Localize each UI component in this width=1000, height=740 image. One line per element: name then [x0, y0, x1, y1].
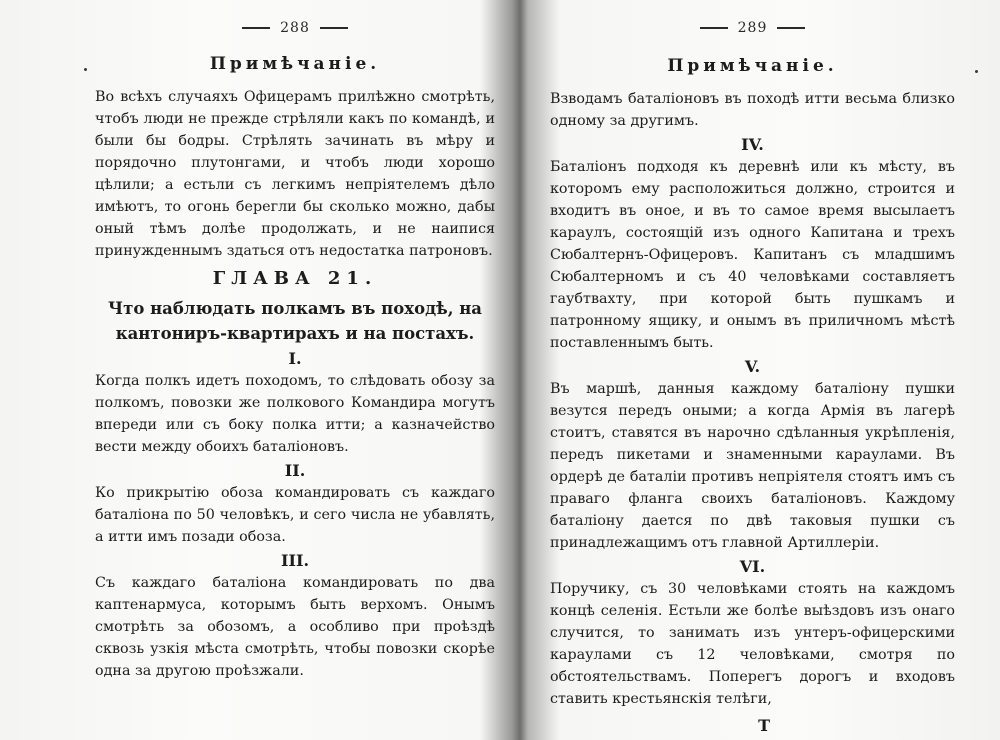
chapter-title: Что наблюдать полкамъ въ походѣ, на кантониръ-квартирахъ и на постахъ.	[108, 299, 482, 343]
right-page	[550, 0, 955, 740]
chapter-heading: ГЛАВА 21.	[212, 268, 378, 289]
page-number-dash	[777, 27, 805, 29]
page-number-dash	[700, 27, 728, 29]
page-number-dash	[242, 27, 270, 29]
section-numeral: IV.	[741, 135, 764, 154]
page-number-text: 289	[737, 20, 768, 36]
note-text: Взводамъ баталіоновъ въ походѣ итти весьма близко одному за другимъ.	[550, 91, 955, 129]
page-number-text: 288	[280, 20, 310, 36]
section-numeral: I.	[288, 349, 302, 368]
section-text: Съ каждаго баталіона командировать по два каптенармуса, которымъ быть верхомъ. Онымъ смотрѣть за обозомъ, а особливо при проѣздѣ сквозь узкія мѣста смотрѣть, чтобы повозки скорѣе одна за другою проѣзжали.	[95, 575, 495, 679]
section-numeral: III.	[280, 551, 310, 570]
note-text: Во всѣхъ случаяхъ Офицерамъ прилѣжно смотрѣть, чтобъ люди не прежде стрѣляли какъ по командѣ, и были бы бодры. Стрѣлять зачинать въ мѣру и порядочно плутонгами, и чтобъ люди хорошо цѣлили; а естьли съ легкимъ непріятелемъ дѣло имѣютъ, то огонь берегли бы сколько можно, дабы оный тѣмъ долѣе продолжать, и не наипися принужденнымъ здаться отъ недостатка патроновъ.	[95, 89, 495, 259]
section-1	[95, 348, 495, 458]
section-text: Ко прикрытію обоза командировать съ каждаго баталіона по 50 человѣкъ, и сего числа не убавлять, а итти имъ позади обоза.	[95, 485, 495, 545]
section-2	[95, 460, 495, 548]
note-heading: Примѣчаніе.	[667, 56, 838, 76]
section-numeral: V.	[744, 357, 761, 376]
section-numeral: II.	[284, 461, 306, 480]
section-text: Поручику, съ 30 человѣками стоять на каждомъ концѣ селенія. Естьли же болѣе выѣздовъ изъ онаго случится, то занимать изъ унтеръ-офицерскими караулами съ 12 человѣками, смотря по обстоятельствамъ. Поперегъ дорогъ и входовъ ставить крестьянскія телѣги,	[550, 581, 955, 707]
note-heading: Примѣчаніе.	[209, 54, 381, 74]
section-numeral: VI.	[739, 557, 766, 576]
section-5	[550, 356, 955, 554]
page-number-left	[95, 20, 495, 40]
page-number-dash	[320, 27, 348, 29]
section-4	[550, 134, 955, 354]
section-3	[95, 550, 495, 682]
section-6	[550, 556, 955, 710]
page-number-right	[550, 20, 955, 40]
paper-speck	[84, 68, 87, 71]
section-text: Когда полкъ идетъ походомъ, то слѣдовать обозу за полкомъ, повозки же полкового Командира могутъ впереди или съ боку полка итти; а казначейство вести между обоихъ баталіоновъ.	[95, 373, 495, 455]
catchword: Т	[758, 716, 770, 735]
section-text: Баталіонъ подходя къ деревнѣ или къ мѣсту, въ которомъ ему расположиться должно, строится и входитъ въ оное, и въ то самое время высылаетъ караулъ, состоящій изъ одного Капитана и трехъ Сюбалтернъ-Офицеровъ. Капитанъ съ младшимъ Сюбалтерномъ и съ 40 человѣками составляетъ гаубтвахту, при которой быть пушкамъ и патронному ящику, и онымъ въ приличномъ мѣстѣ поставленнымъ быть.	[550, 159, 955, 351]
paper-speck	[975, 70, 978, 73]
left-page	[95, 0, 495, 740]
section-text: Въ маршѣ, данныя каждому баталіону пушки везутся передъ оными; а когда Армія въ лагерѣ стоитъ, ставятся въ нарочно сдѣланныя укрѣпленія, передъ пикетами и знаменными караулами. Въ ордерѣ де баталіи противъ непріятеля стоятъ имъ съ праваго фланга своихъ баталіоновъ. Каждому баталіону дается по двѣ таковыя пушки съ принадлежащимъ отъ главной Артиллеріи.	[550, 381, 955, 551]
